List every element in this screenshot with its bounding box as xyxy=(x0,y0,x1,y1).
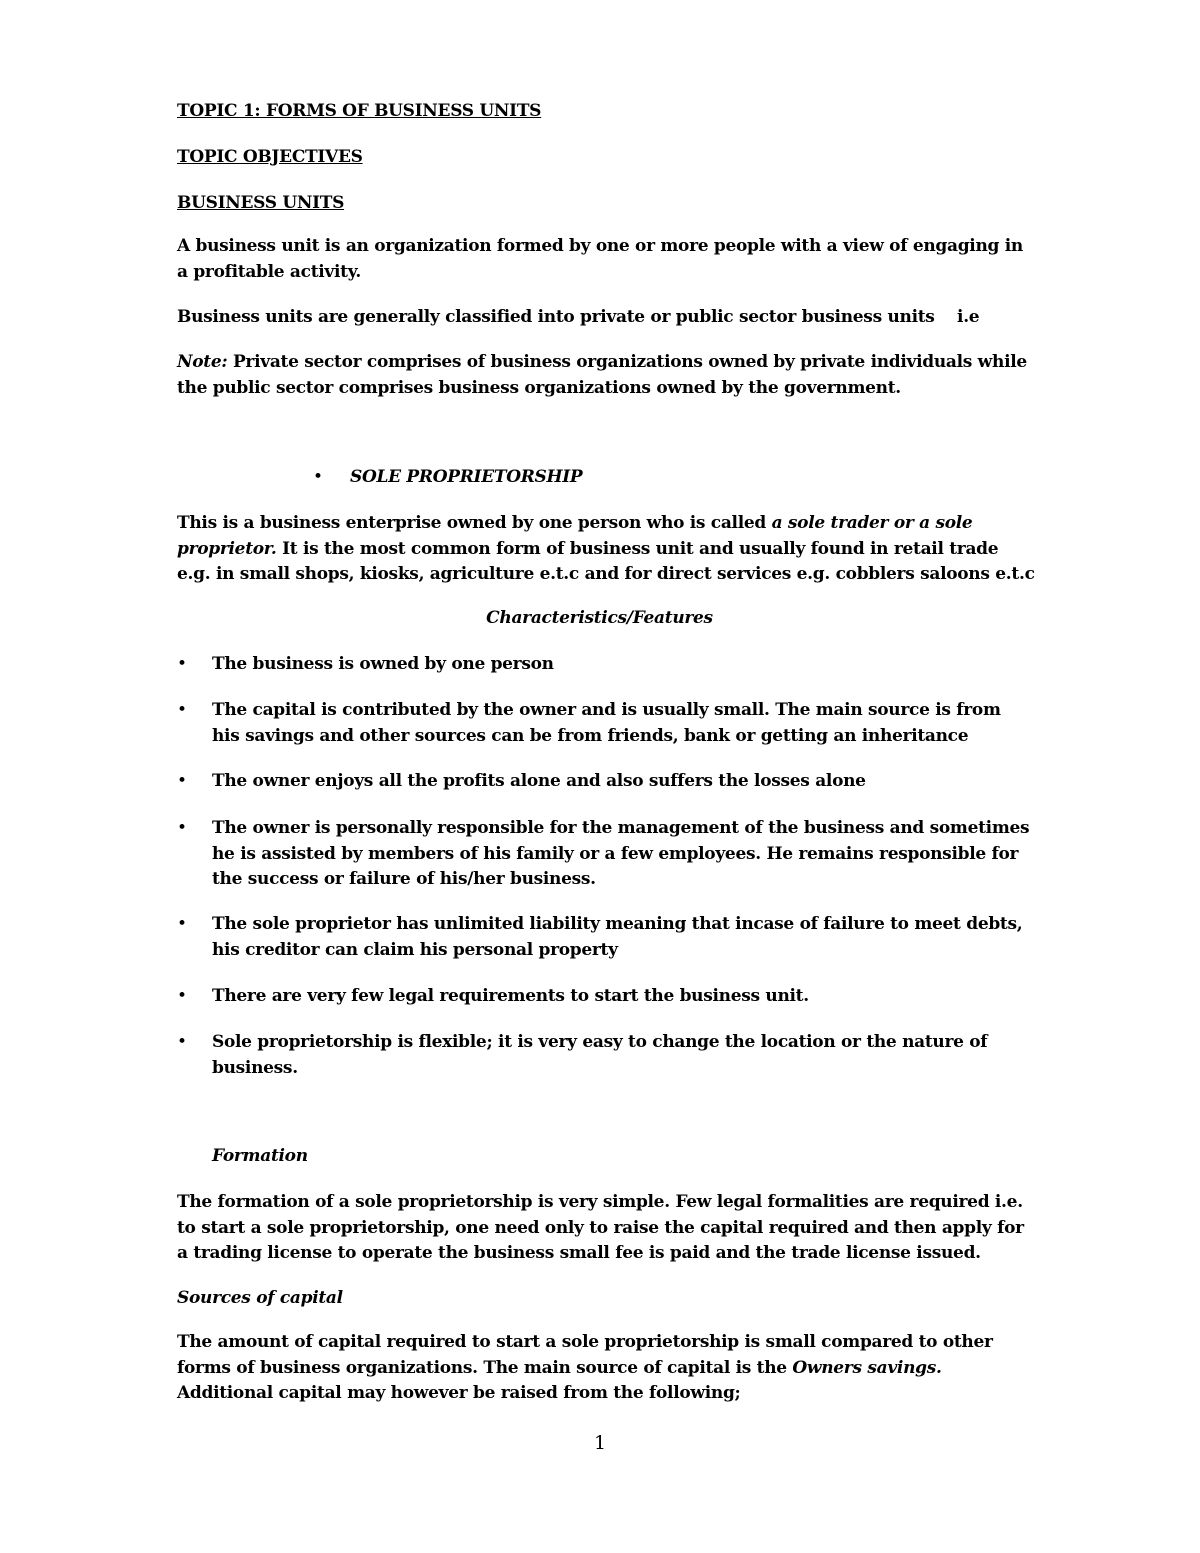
list-item-text: The owner is personally responsible for the management of the business and sometimes he is assisted by members of his family or a few employees. He remains responsible for the success or failure of his/her business. xyxy=(212,818,1030,889)
sole-intro-part1: This is a business enterprise owned by one person who is called xyxy=(177,513,772,533)
formation-paragraph: The formation of a sole proprietorship is very simple. Few legal formalities are required i.e. to start a sole proprietorship, one need only to raise the capital required and then apply for a trading license to operate the business small fee is paid and the trade license issued. xyxy=(177,1192,1024,1263)
bullet-icon: • xyxy=(177,1032,187,1052)
list-item-text: The owner enjoys all the profits alone and also suffers the losses alone xyxy=(212,771,866,791)
list-item-text: The sole proprietor has unlimited liability meaning that incase of failure to meet debts, his creditor can claim his personal property xyxy=(212,914,1023,960)
definition-paragraph: A business unit is an organization formed by one or more people with a view of engaging in a profitable activity. xyxy=(177,236,1023,282)
sole-heading-text: SOLE PROPRIETORSHIP xyxy=(350,467,583,487)
bullet-icon: • xyxy=(177,914,187,934)
sole-intro-part2: It is the most common form of business unit and usually found in retail trade e.g. in small shops, kiosks, agriculture e.t.c and for direct services e.g. cobblers saloons e.t.c xyxy=(177,538,1035,584)
bullet-icon: • xyxy=(177,818,187,838)
page-number: 1 xyxy=(593,1432,607,1454)
capital-text-part2: Additional capital may however be raised from the following; xyxy=(177,1383,741,1403)
bullet-icon: • xyxy=(313,467,323,487)
capital-text-part1: The amount of capital required to start a sole proprietorship is small compared to other forms of business organizations. The main source of capital is the xyxy=(177,1332,993,1378)
capital-paragraph xyxy=(177,1330,1037,1407)
sources-of-capital-heading: Sources of capital xyxy=(177,1288,343,1308)
capital-text-italic: Owners savings. xyxy=(792,1357,942,1378)
bullet-icon: • xyxy=(177,986,187,1006)
bullet-icon: • xyxy=(177,654,187,674)
list-item-text: The capital is contributed by the owner and is usually small. The main source is from his savings and other sources can be from friends, bank or getting an inheritance xyxy=(212,700,1001,746)
document-title: TOPIC 1: FORMS OF BUSINESS UNITS xyxy=(177,101,542,121)
list-item-text: There are very few legal requirements to start the business unit. xyxy=(212,986,809,1006)
formation-heading: Formation xyxy=(212,1146,308,1166)
note-label: Note: xyxy=(177,352,228,372)
bullet-icon: • xyxy=(177,700,187,720)
list-item-text: The business is owned by one person xyxy=(212,654,554,674)
objectives-heading: TOPIC OBJECTIVES xyxy=(177,147,363,167)
sole-intro-italic: a sole trader or a sole proprietor. xyxy=(177,513,973,559)
classification-paragraph: Business units are generally classified into private or public sector business units i.e xyxy=(177,307,980,327)
business-units-heading: BUSINESS UNITS xyxy=(177,193,345,213)
characteristics-heading: Characteristics/Features xyxy=(486,608,713,628)
note-paragraph xyxy=(177,350,1037,401)
note-text: Private sector comprises of business organizations owned by private individuals while the public sector comprises business organizations owned by the government. xyxy=(177,352,1027,398)
bullet-icon: • xyxy=(177,771,187,791)
list-item-text: Sole proprietorship is flexible; it is very easy to change the location or the nature of business. xyxy=(212,1032,988,1078)
sole-intro-paragraph xyxy=(177,511,1037,588)
